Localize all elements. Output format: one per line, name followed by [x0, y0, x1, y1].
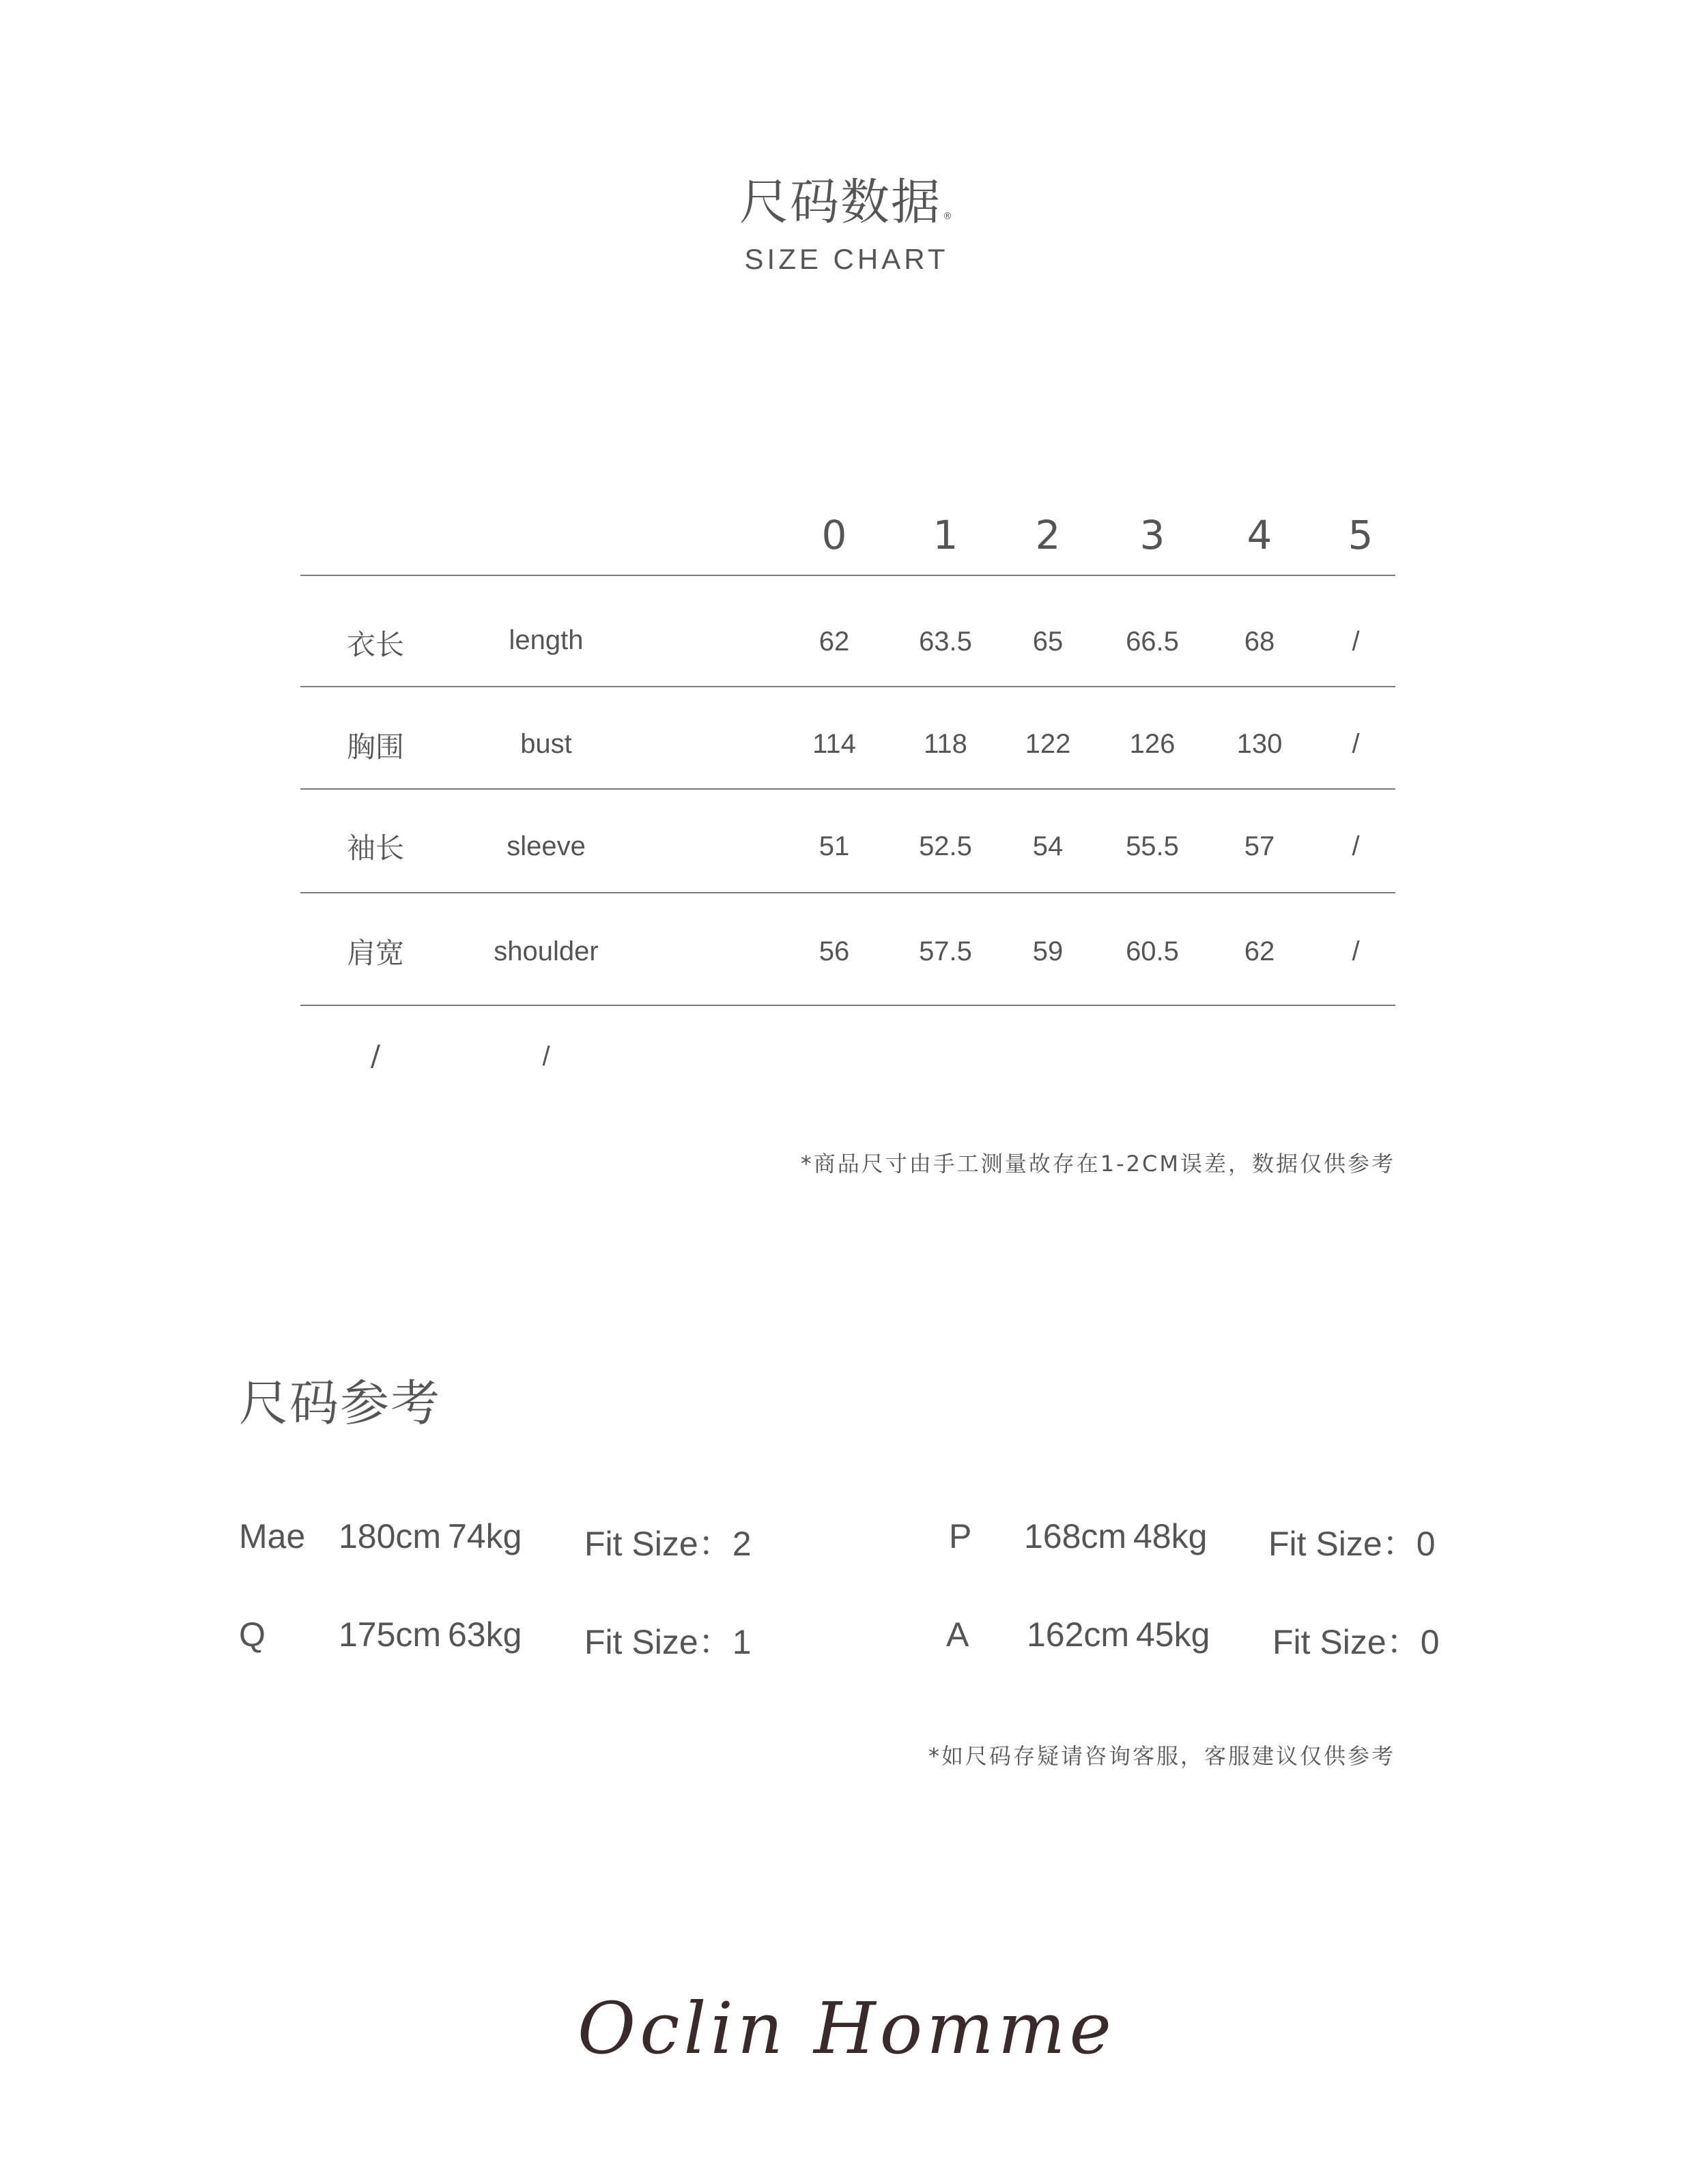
row-label-en: shoulder	[494, 936, 599, 966]
table-cell: 57.5	[919, 936, 972, 966]
model-weight: 48kg	[1133, 1517, 1208, 1555]
table-divider	[300, 575, 1395, 576]
brand-logo-text: Oclin Homme	[577, 1987, 1116, 2070]
model-height: 175cm	[339, 1615, 442, 1654]
table-cell: 54	[1032, 831, 1064, 861]
size-header-4: 4	[1247, 512, 1272, 558]
model-fit-size: Fit Size：0	[1272, 1623, 1440, 1661]
page-subtitle: SIZE CHART	[744, 243, 949, 275]
table-divider	[300, 686, 1395, 687]
table-cell: /	[1352, 729, 1360, 759]
row-label-cn: 衣长	[346, 628, 404, 661]
extra-row-label-en: /	[542, 1041, 550, 1072]
table-cell: 68	[1244, 627, 1275, 657]
size-reference-title: 尺码参考	[239, 1375, 442, 1432]
page-title-text: 尺码数据	[739, 173, 941, 231]
size-header-3: 3	[1139, 512, 1165, 558]
model-name: P	[949, 1517, 972, 1555]
row-label-en: sleeve	[507, 831, 586, 861]
table-cell: 62	[819, 627, 850, 657]
row-label-en: length	[509, 625, 584, 655]
row-label-cn: 肩宽	[346, 936, 404, 970]
model-fit-size: Fit Size：0	[1268, 1525, 1436, 1563]
size-reference-note: *如尺码存疑请咨询客服，客服建议仅供参考	[928, 1743, 1395, 1769]
table-cell: /	[1352, 627, 1360, 657]
model-weight: 63kg	[448, 1615, 522, 1654]
table-cell: 62	[1244, 936, 1275, 966]
brand-logo	[0, 1972, 1693, 2075]
table-cell: 59	[1032, 936, 1064, 966]
model-name: A	[946, 1615, 969, 1654]
row-label-cn: 胸围	[346, 730, 404, 764]
row-label-en: bust	[520, 729, 572, 759]
size-header-1: 1	[933, 512, 958, 558]
table-divider	[300, 788, 1395, 790]
model-height: 180cm	[339, 1517, 442, 1555]
registered-mark: ®	[943, 211, 954, 222]
extra-row-label-cn: /	[370, 1039, 381, 1072]
table-cell: 52.5	[919, 831, 972, 861]
size-header-5: 5	[1348, 512, 1374, 558]
model-fit-size: Fit Size：2	[584, 1525, 752, 1563]
table-cell: 130	[1236, 729, 1283, 759]
table-cell: 63.5	[919, 627, 972, 657]
table-cell: 65	[1032, 627, 1064, 657]
page-title	[0, 162, 1693, 233]
model-weight: 45kg	[1136, 1615, 1210, 1654]
table-cell: 118	[924, 729, 967, 759]
table-cell: 114	[812, 729, 856, 759]
model-weight: 74kg	[448, 1517, 522, 1555]
table-cell: /	[1352, 831, 1360, 861]
table-divider	[300, 892, 1395, 893]
model-height: 168cm	[1024, 1517, 1127, 1555]
model-name: Q	[239, 1615, 266, 1654]
table-cell: 51	[819, 831, 850, 861]
row-label-cn: 袖长	[346, 831, 404, 865]
table-cell: 55.5	[1126, 831, 1179, 861]
size-table-note: *商品尺寸由手工测量故存在1-2CM误差，数据仅供参考	[800, 1151, 1395, 1177]
size-header-0: 0	[821, 512, 847, 558]
table-cell: 57	[1244, 831, 1275, 861]
model-fit-size: Fit Size：1	[584, 1623, 752, 1661]
table-cell: 122	[1025, 729, 1071, 759]
model-name: Mae	[239, 1517, 306, 1555]
table-cell: 126	[1129, 729, 1176, 759]
table-cell: 56	[819, 936, 850, 966]
size-header-2: 2	[1035, 512, 1061, 558]
model-height: 162cm	[1027, 1615, 1130, 1654]
table-cell: /	[1352, 936, 1360, 966]
table-cell: 66.5	[1126, 627, 1179, 657]
table-cell: 60.5	[1126, 936, 1179, 966]
table-divider	[300, 1005, 1395, 1006]
